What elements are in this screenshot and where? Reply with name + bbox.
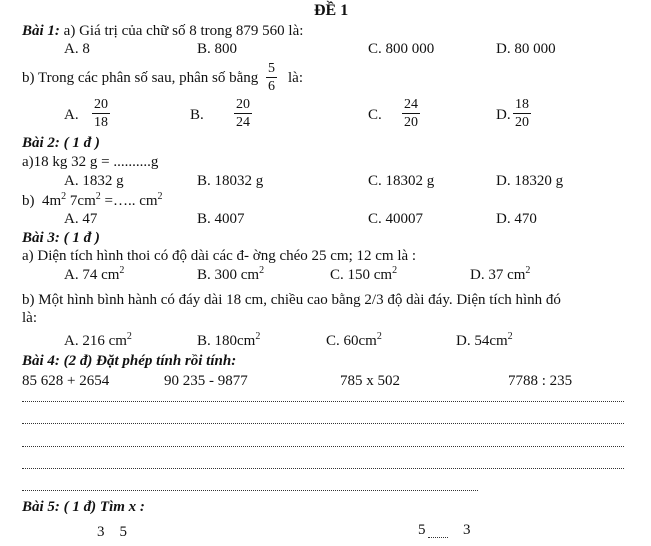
bai1-question-a bbox=[22, 22, 303, 40]
bai2-qa-opt-b: B. 18032 g bbox=[197, 173, 264, 189]
bai2-qa-text: a)18 kg 32 g = ..........g bbox=[22, 154, 159, 170]
fraction-denominator: 6 bbox=[268, 79, 275, 94]
bai3-heading bbox=[22, 229, 100, 247]
bai1-qb-frac-c bbox=[402, 96, 420, 131]
bai2-qb-sup1: 2 bbox=[61, 191, 67, 202]
option-text: C. 60cm bbox=[326, 333, 377, 349]
bai3-qa-opt-b bbox=[197, 266, 264, 284]
bai5-bottom-right-b: 3 bbox=[463, 522, 471, 538]
bai5-heading-text: ( 1 đ) Tìm x : bbox=[63, 499, 145, 515]
bai1-qb-fraction bbox=[266, 60, 277, 95]
page-title: ĐỀ 1 bbox=[314, 2, 349, 19]
bai2-qa-opt-c: C. 18302 g bbox=[368, 173, 435, 189]
bai4-op-2: 90 235 - 9877 bbox=[164, 373, 248, 389]
fraction-numerator: 18 bbox=[515, 97, 529, 112]
bai1-qa-opt-d: D. 80 000 bbox=[496, 41, 556, 57]
bai2-qb-opt-b: B. 4007 bbox=[197, 211, 245, 227]
option-sup: 2 bbox=[507, 331, 513, 342]
bai2-qa-opt-d: D. 18320 g bbox=[496, 173, 564, 189]
fraction-denominator: 20 bbox=[515, 115, 529, 130]
bai2-qb-part-a: 4m bbox=[42, 193, 62, 209]
bai2-qb-part-b: 7cm bbox=[66, 193, 96, 209]
bai1-qb-post: là: bbox=[288, 70, 303, 86]
fraction-numerator: 5 bbox=[268, 61, 275, 76]
bai3-qb-line2: là: bbox=[22, 310, 37, 326]
fraction-numerator: 20 bbox=[236, 97, 250, 112]
bai1-qb-frac-d bbox=[513, 96, 531, 131]
bai1-qa-opt-c: C. 800 000 bbox=[368, 41, 435, 57]
bai5-heading bbox=[22, 498, 145, 516]
bai4-heading bbox=[22, 352, 236, 370]
bai4-label: Bài 4: bbox=[22, 353, 60, 369]
bai2-qb-sup3: 2 bbox=[157, 191, 163, 202]
bai4-op-4: 7788 : 235 bbox=[508, 373, 573, 389]
bai2-qb-opt-a: A. 47 bbox=[64, 211, 98, 227]
option-text: D. 37 cm bbox=[470, 267, 526, 283]
bai5-bottom-left: 3 5 bbox=[97, 524, 127, 540]
answer-dotted-line bbox=[22, 446, 624, 447]
bai1-qa-opt-b: B. 800 bbox=[197, 41, 238, 57]
bai3-qa-opt-a bbox=[64, 266, 124, 284]
bai1-qa-opt-a: A. 8 bbox=[64, 41, 90, 57]
answer-dotted-line bbox=[22, 490, 478, 491]
fraction-denominator: 18 bbox=[94, 115, 108, 130]
option-sup: 2 bbox=[255, 331, 261, 342]
option-text: C. 150 cm bbox=[330, 267, 393, 283]
option-sup: 2 bbox=[525, 265, 531, 276]
bai3-qb-line1: b) Một hình bình hành có đáy dài 18 cm, chiều cao bằng 2/3 độ dài đáy. Diện tích hình đó bbox=[22, 292, 561, 308]
option-sup: 2 bbox=[376, 331, 382, 342]
bai3-qb-opt-c bbox=[326, 332, 382, 350]
bai1-qa-text: a) Giá trị của chữ số 8 trong 879 560 là: bbox=[63, 23, 304, 39]
bai2-qa-opt-a: A. 1832 g bbox=[64, 173, 124, 189]
bai2-label: Bài 2: bbox=[22, 135, 60, 151]
bai3-qa-opt-d bbox=[470, 266, 530, 284]
bai2-qb-text bbox=[22, 192, 163, 210]
bai5-label: Bài 5: bbox=[22, 499, 60, 515]
bai1-label: Bài 1: bbox=[22, 23, 60, 39]
fraction-numerator: 24 bbox=[404, 97, 418, 112]
bai5-bottom-right-a: 5 bbox=[418, 522, 426, 538]
option-sup: 2 bbox=[126, 331, 132, 342]
bai3-qa-text: a) Diện tích hình thoi có độ dài các đ- ờng chéo 25 cm; 12 cm là : bbox=[22, 248, 417, 264]
answer-dotted-line bbox=[22, 401, 624, 402]
answer-dotted-line bbox=[22, 468, 624, 469]
bai3-qa-opt-c bbox=[330, 266, 397, 284]
option-text: D. 54cm bbox=[456, 333, 508, 349]
answer-dotted-line bbox=[22, 423, 624, 424]
bai4-heading-text: (2 đ) Đặt phép tính rồi tính: bbox=[63, 353, 237, 369]
option-text: A. 216 cm bbox=[64, 333, 127, 349]
bai1-qb-text: b) Trong các phân số sau, phân số bằng bbox=[22, 70, 259, 86]
bai1-qb-frac-b bbox=[234, 96, 252, 131]
bai3-qb-opt-a bbox=[64, 332, 132, 350]
bai2-points: ( 1 đ ) bbox=[63, 135, 100, 151]
bai4-op-3: 785 x 502 bbox=[340, 373, 400, 389]
option-text: B. 300 cm bbox=[197, 267, 260, 283]
bai3-qb-opt-b bbox=[197, 332, 260, 350]
bai1-qb-letter-d: D. bbox=[496, 107, 511, 123]
fraction-numerator: 20 bbox=[94, 97, 108, 112]
bai1-qb-frac-a bbox=[92, 96, 110, 131]
bai3-points: ( 1 đ ) bbox=[63, 230, 100, 246]
option-text: B. 180cm bbox=[197, 333, 256, 349]
bai2-qb-opt-c: C. 40007 bbox=[368, 211, 424, 227]
bai1-qb-letter-b: B. bbox=[190, 107, 204, 123]
bai1-qb-letter-a: A. bbox=[64, 107, 79, 123]
option-sup: 2 bbox=[392, 265, 398, 276]
bai2-qb-sup2: 2 bbox=[95, 191, 101, 202]
bai3-label: Bài 3: bbox=[22, 230, 60, 246]
fraction-denominator: 24 bbox=[236, 115, 250, 130]
bai2-qb-opt-d: D. 470 bbox=[496, 211, 537, 227]
fraction-denominator: 20 bbox=[404, 115, 418, 130]
bai3-qb-opt-d bbox=[456, 332, 513, 350]
option-text: A. 74 cm bbox=[64, 267, 120, 283]
bai2-heading bbox=[22, 134, 100, 152]
option-sup: 2 bbox=[259, 265, 265, 276]
option-sup: 2 bbox=[119, 265, 125, 276]
bai2-qb-prefix: b) bbox=[22, 193, 35, 209]
bai2-qb-part-c: =….. cm bbox=[100, 193, 158, 209]
bai1-qb-letter-c: C. bbox=[368, 107, 382, 123]
bai5-blank bbox=[428, 537, 448, 538]
bai4-op-1: 85 628 + 2654 bbox=[22, 373, 110, 389]
